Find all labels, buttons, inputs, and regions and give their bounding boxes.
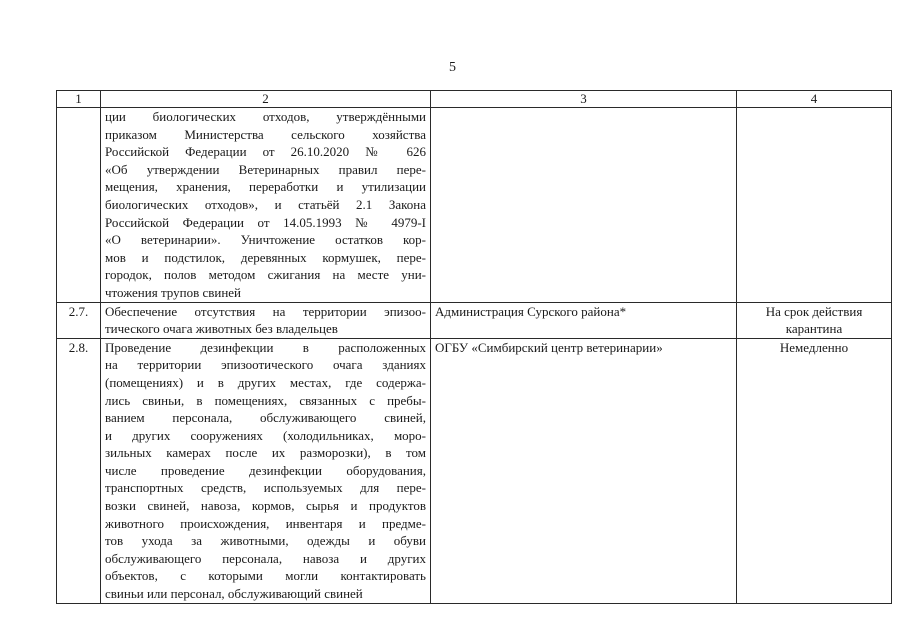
header-cell-1: 1: [57, 91, 101, 108]
measure-description-line: городок, полов методом сжигания на месте уни-: [105, 267, 426, 283]
measure-description-line: транспортных средств, используемых для пере-: [105, 480, 426, 496]
measure-description-line: и других сооружениях (холодильниках, моро-: [105, 427, 426, 443]
measure-description-line: Проведение дезинфекции в расположенных: [105, 339, 426, 355]
table-row: [57, 302, 892, 338]
deadline-line: Немедленно: [779, 339, 849, 355]
measure-description-line: мов и подстилок, деревянных кормушек, пере-: [105, 249, 426, 265]
measure-description-line: свиньи или персонал, обслуживающий свиней: [105, 586, 363, 602]
measure-description-line: на территории эпизоотического очага зданиях: [105, 357, 426, 373]
deadline-line: карантина: [785, 321, 843, 337]
responsible-cell: ОГБУ «Симбирский центр ветеринарии»: [431, 338, 737, 603]
measure-description-line: Обеспечение отсутствия на территории эпизоо-: [105, 303, 426, 319]
page-number: 5: [449, 60, 456, 75]
deadline-line: На срок действия: [765, 303, 863, 319]
deadline-cell: [737, 108, 892, 303]
measure-description-line: зильных камерах после их разморозки), в том: [105, 445, 426, 461]
measure-description-line: «Об утверждении Ветеринарных правил пере-: [105, 161, 426, 177]
table-row: [57, 338, 892, 603]
measure-description-line: возки свиней, навоза, кормов, сырья и продуктов: [105, 498, 426, 514]
measure-description-cell: [101, 302, 431, 338]
measure-description-cell: [101, 338, 431, 603]
measure-description-line: (помещениях) и в других местах, где содержа-: [105, 374, 426, 390]
measure-description-line: тического очага животных без владельцев: [105, 321, 338, 337]
row-number-cell: 2.8.: [57, 338, 101, 603]
measure-description-line: «О ветеринарии». Уничтожение остатков кор-: [105, 232, 426, 248]
measure-description-line: Российской Федерации от 14.05.1993 № 4979-I: [105, 214, 426, 230]
deadline-cell: [737, 302, 892, 338]
measure-description-line: Российской Федерации от 26.10.2020 № 626: [105, 144, 426, 160]
header-cell-2: 2: [101, 91, 431, 108]
measures-table: [56, 90, 892, 604]
deadline-cell: [737, 338, 892, 603]
measure-description-line: числе проведение дезинфекции оборудования,: [105, 462, 426, 478]
measure-description-line: мещения, хранения, переработки и утилизации: [105, 179, 426, 195]
row-number-cell: 2.7.: [57, 302, 101, 338]
row-number-cell: [57, 108, 101, 303]
measure-description-cell: [101, 108, 431, 303]
measure-description-line: биологических отходов», и статьёй 2.1 Закона: [105, 196, 426, 212]
measure-description-line: ванием персонала, обслуживающего свиней,: [105, 410, 426, 426]
measure-description-line: лись свиньи, в помещениях, связанных с пребы-: [105, 392, 426, 408]
measure-description-line: приказом Министерства сельского хозяйства: [105, 126, 426, 142]
measure-description-line: чтожения трупов свиней: [105, 284, 242, 300]
measure-description-line: объектов, с которыми могли контактировать: [105, 568, 426, 584]
table-row: [57, 108, 892, 303]
header-cell-4: 4: [737, 91, 892, 108]
measure-description-line: животного происхождения, инвентаря и предме-: [105, 515, 426, 531]
header-cell-3: 3: [431, 91, 737, 108]
responsible-cell: [431, 108, 737, 303]
responsible-cell: Администрация Сурского района*: [431, 302, 737, 338]
measure-description-line: обслуживающего персонала, навоза и других: [105, 550, 426, 566]
table-header-row: [57, 91, 892, 108]
measure-description-line: ции биологических отходов, утверждёнными: [105, 109, 426, 124]
measure-description-line: тов ухода за животными, одежды и обуви: [105, 533, 426, 549]
